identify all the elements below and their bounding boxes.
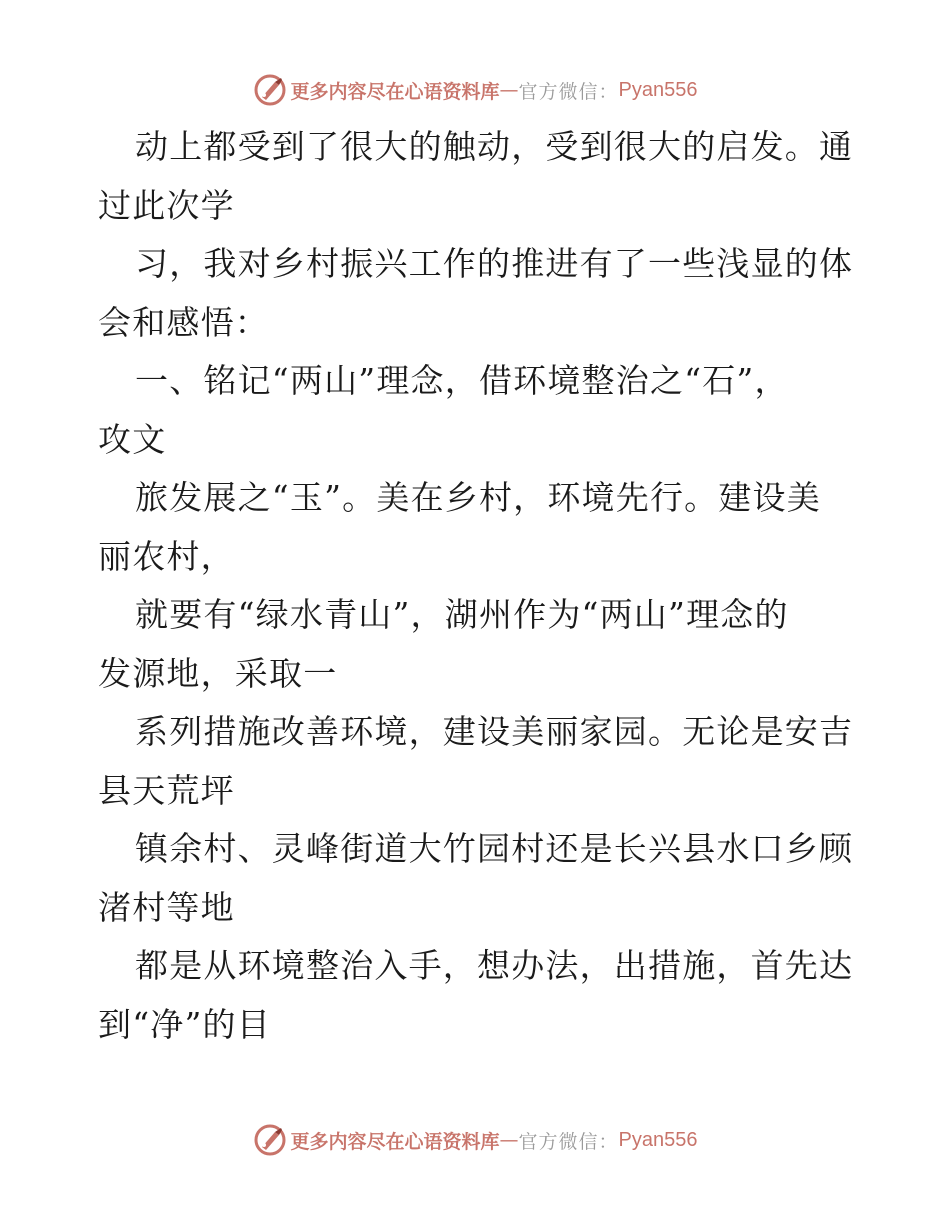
- footer-wechat-label: 官方微信：: [518, 1130, 619, 1153]
- pen-logo-icon: [253, 73, 287, 107]
- text-line: 攻文: [98, 419, 167, 459]
- text-line: 习，我对乡村振兴工作的推进有了一些浅显的体: [135, 244, 854, 283]
- text-line: 系列措施改善环境，建设美丽家园。无论是安吉: [135, 712, 854, 751]
- text-line: 就要有“绿水青山”，湖州作为“两山”理念的: [135, 595, 789, 634]
- text-line: 丽农村，: [98, 536, 235, 576]
- text-line: 会和感悟：: [98, 302, 269, 342]
- text-line: 过此次学: [98, 185, 235, 225]
- footer-banner: [0, 1120, 950, 1160]
- footer-banner-text: 更多内容尽在心语资料库: [290, 1130, 500, 1153]
- header-wechat-id: Pyan556: [618, 78, 698, 101]
- pen-logo-icon: [253, 1123, 287, 1157]
- text-line: 到“净”的目: [98, 1004, 271, 1044]
- text-line: 镇余村、灵峰街道大竹园村还是长兴县水口乡顾: [135, 829, 854, 868]
- text-line: 都是从环境整治入手，想办法，出措施，首先达: [135, 946, 854, 985]
- header-banner: [0, 70, 950, 110]
- text-line: 渚村等地: [98, 887, 235, 927]
- header-banner-dash: —: [499, 79, 519, 101]
- footer-banner-dash: —: [499, 1129, 519, 1151]
- header-banner-text: 更多内容尽在心语资料库: [290, 80, 500, 103]
- document-body: [98, 118, 858, 1054]
- header-wechat-label: 官方微信：: [518, 80, 619, 103]
- text-line: 发源地，采取一: [98, 653, 338, 693]
- text-line: 旅发展之“玉”。美在乡村，环境先行。建设美: [135, 478, 821, 517]
- text-line: 一、铭记“两山”理念，借环境整治之“石”，: [135, 361, 789, 400]
- text-line: 县天荒坪: [98, 770, 235, 810]
- footer-wechat-id: Pyan556: [618, 1128, 698, 1151]
- text-line: 动上都受到了很大的触动，受到很大的启发。通: [135, 127, 854, 166]
